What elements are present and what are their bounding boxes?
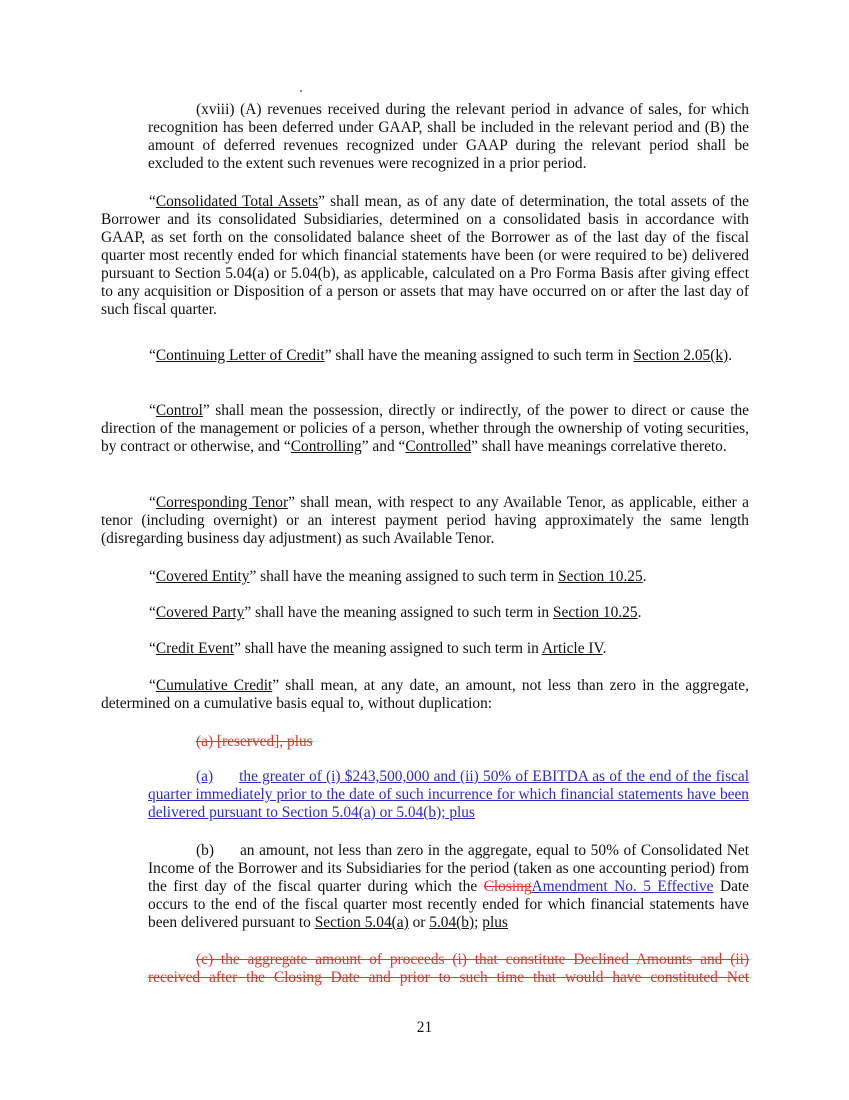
inserted-label: (a) [196, 768, 214, 785]
clause-a-inserted [148, 768, 749, 822]
defined-term: Cumulative Credit [155, 677, 273, 694]
cross-reference: Section 10.25 [558, 568, 643, 585]
definition-credit-event: “Credit Event” shall have the meaning assigned to such term in Article IV. [149, 640, 607, 657]
defined-term: Covered Entity [155, 568, 250, 585]
defined-term: Controlling [290, 438, 362, 455]
clause-c-deleted [148, 951, 749, 987]
defined-term: Continuing Letter of Credit [155, 347, 325, 364]
defined-term: Control [155, 402, 203, 419]
cross-reference: Section 2.05(k) [633, 347, 729, 364]
deleted-text: (c) the aggregate amount of proceeds (i) that constitute Declined Amounts and (ii) received after the Closing Date and prior to such time that would have constituted Net [148, 951, 749, 986]
definition-covered-entity: “Covered Entity” shall have the meaning assigned to such term in Section 10.25. [149, 568, 647, 585]
defined-term: Corresponding Tenor [155, 494, 289, 511]
defined-term: Controlled [405, 438, 472, 455]
cross-reference: Section 10.25 [552, 604, 638, 621]
definition-covered-party: “Covered Party” shall have the meaning assigned to such term in Section 10.25. [149, 604, 642, 621]
defined-term: Credit Event [155, 640, 235, 657]
defined-term: Consolidated Total Assets [155, 193, 319, 210]
definition-control: “Control” shall mean the possession, directly or indirectly, of the power to direct or cause the direction of the management or policies of a person, whether through the ownership of voting securities, by contract or otherwise, and “Controlling” and “Controlled” shall have meanings correlative thereto. [101, 402, 749, 455]
inserted-text: the greater of (i) $243,500,000 and (ii) 50% of EBITDA as of the end of the fiscal quarter immediately prior to the date of such incurrence for which financial statements have been delivered pursuant to Section 5.04(a) or 5.04(b); plus [148, 768, 749, 821]
defined-term: Covered Party [155, 604, 245, 621]
definition-corresponding-tenor: “Corresponding Tenor” shall mean, with respect to any Available Tenor, as applicable, either a tenor (including overnight) or an interest payment period having approximately the same length (disregarding business day adjustment) as such Available Tenor. [101, 494, 749, 547]
plus-term: plus [482, 914, 508, 931]
deleted-text: (a) [reserved], plus [196, 733, 313, 750]
cross-reference: Article IV [541, 640, 603, 657]
deleted-text: Closing [483, 878, 532, 895]
cross-reference: Section 5.04(a) [314, 914, 409, 931]
inserted-text: Amendment No. 5 Effective [531, 878, 714, 895]
page-number: 21 [416, 1019, 433, 1036]
scan-speck [300, 90, 302, 92]
definition-cumulative-credit: “Cumulative Credit” shall mean, at any date, an amount, not less than zero in the aggregate, determined on a cumulative basis equal to, without duplication: [101, 677, 749, 712]
definition-continuing-letter-of-credit: “Continuing Letter of Credit” shall have the meaning assigned to such term in Section 2.05(k). [149, 347, 733, 364]
clause-a-deleted [148, 733, 749, 751]
paragraph-xviii: (xviii) (A) revenues received during the relevant period in advance of sales, for which recognition has been deferred under GAAP, shall be included in the relevant period and (B) the amount of deferred revenues recognized under GAAP during the relevant period shall be excluded to the extent such revenues were recognized in a prior period. [148, 101, 749, 172]
clause-b: (b) an amount, not less than zero in the aggregate, equal to 50% of Consolidated Net Income of the Borrower and its Subsidiaries for the period (taken as one accounting period) from the first day of the fiscal quarter during which the ClosingAmendment No. 5 Effective Date occurs to the end of the fiscal quarter most recently ended for which financial statements have been delivered pursuant to Section 5.04(a) or 5.04(b); plus [148, 842, 750, 931]
definition-consolidated-total-assets: “Consolidated Total Assets” shall mean, as of any date of determination, the total assets of the Borrower and its consolidated Subsidiaries, determined on a consolidated basis in accordance with GAAP, as set forth on the consolidated balance sheet of the Borrower as of the last day of the fiscal quarter most recently ended for which financial statements have been (or were required to be) delivered pursuant to Section 5.04(a) or 5.04(b), as applicable, calculated on a Pro Forma Basis after giving effect to any acquisition or Disposition of a person or assets that may have occurred on or after the last day of such fiscal quarter. [101, 193, 749, 318]
cross-reference: 5.04(b) [429, 914, 475, 931]
